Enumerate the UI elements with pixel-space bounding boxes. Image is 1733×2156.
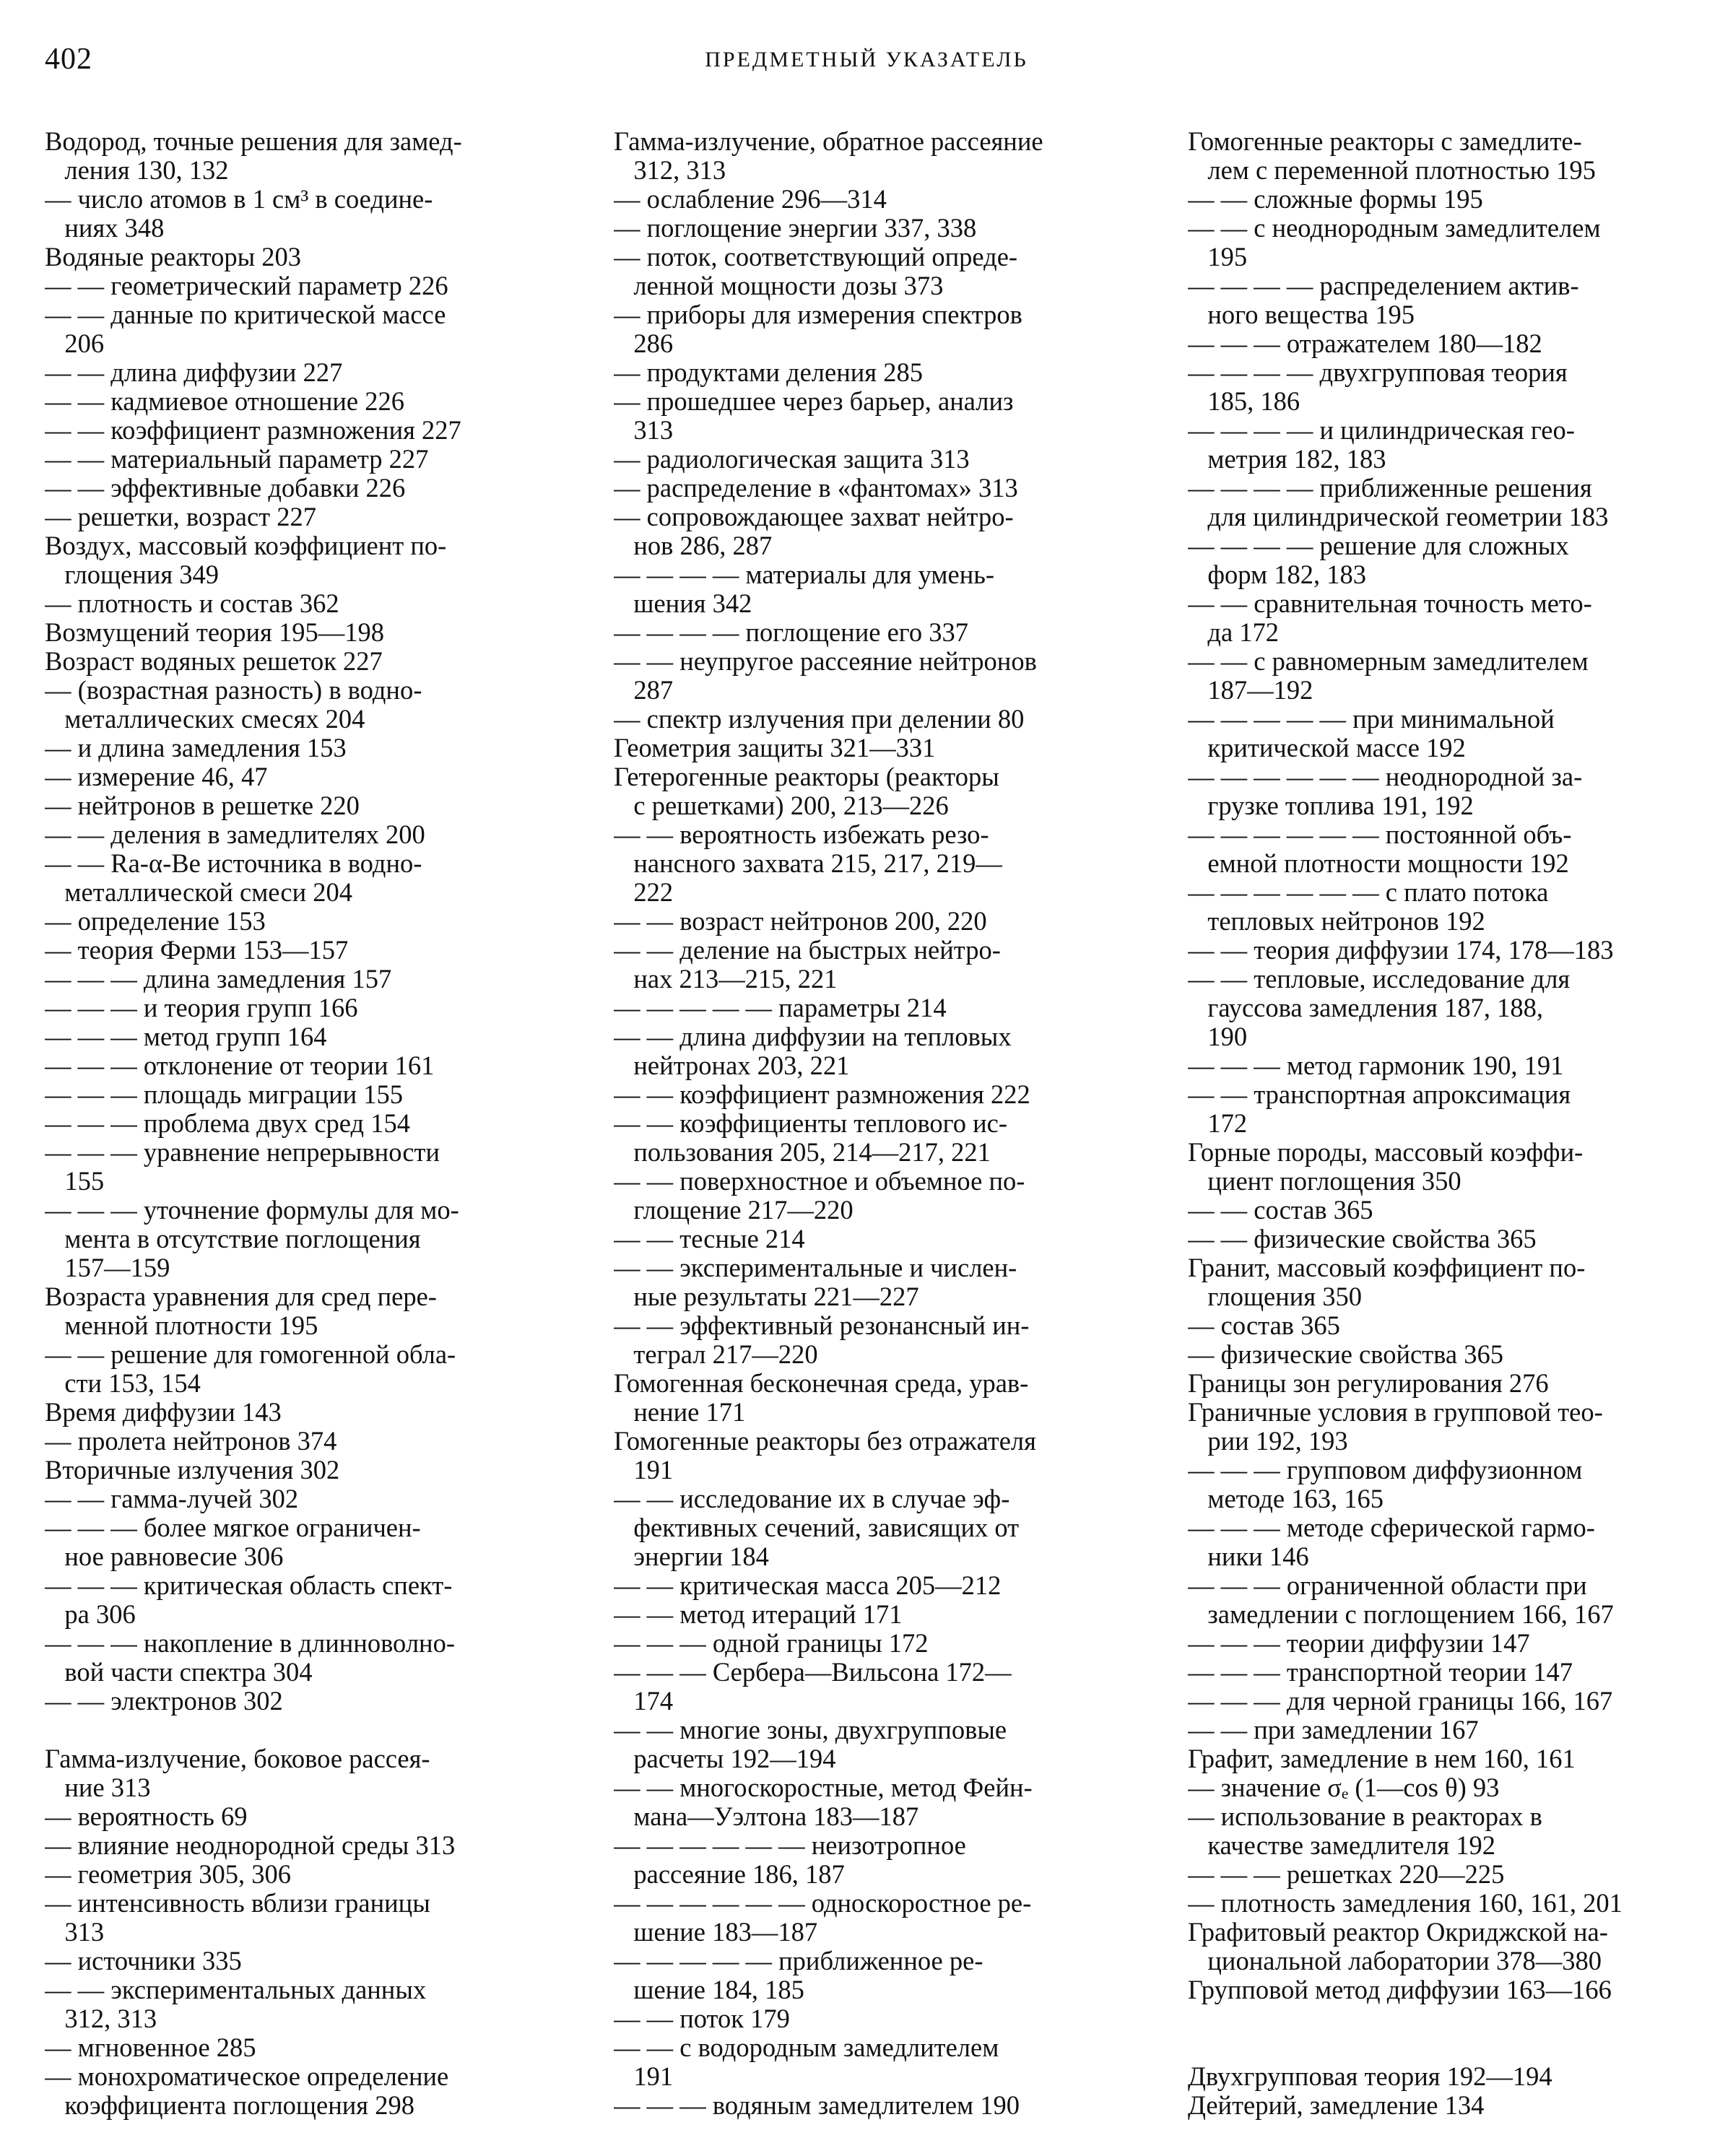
index-line: — — — площадь миграции 155 bbox=[45, 1080, 404, 1109]
index-line: — — — — — — неизотропное bbox=[614, 1831, 966, 1860]
index-line: — — — одной границы 172 bbox=[614, 1629, 929, 1658]
index-line: Возраст водяных решеток 227 bbox=[45, 647, 383, 676]
index-line: Гомогенные реакторы с замедлите- bbox=[1188, 127, 1582, 156]
index-line: 191 bbox=[614, 2062, 674, 2091]
index-line: сти 153, 154 bbox=[45, 1369, 201, 1398]
index-line: ного вещества 195 bbox=[1188, 300, 1415, 329]
index-line: — использование в реакторах в bbox=[1188, 1802, 1542, 1831]
index-line: пользования 205, 214—217, 221 bbox=[614, 1138, 991, 1167]
index-line: — — деления в замедлителях 200 bbox=[45, 820, 425, 849]
index-line: Гетерогенные реакторы (реакторы bbox=[614, 762, 999, 791]
index-line: — — при замедлении 167 bbox=[1188, 1716, 1479, 1744]
index-line: — — — — решение для сложных bbox=[1188, 531, 1569, 560]
index-line: Гомогенные реакторы без отражателя bbox=[614, 1427, 1036, 1456]
index-line: — нейтронов в решетке 220 bbox=[45, 791, 360, 820]
index-line: Водород, точные решения для замед- bbox=[45, 127, 462, 156]
index-line: ное равновесие 306 bbox=[45, 1542, 284, 1571]
index-line: форм 182, 183 bbox=[1188, 560, 1366, 589]
index-line: — источники 335 bbox=[45, 1947, 242, 1975]
index-line: 206 bbox=[45, 329, 105, 358]
index-line: лем с переменной плотностью 195 bbox=[1188, 156, 1596, 185]
index-line: — — длина диффузии на тепловых bbox=[614, 1022, 1012, 1051]
index-line: — — — для черной границы 166, 167 bbox=[1188, 1687, 1613, 1716]
index-line: — продуктами деления 285 bbox=[614, 358, 923, 387]
index-line: — прошедшее через барьер, анализ bbox=[614, 387, 1014, 416]
index-line: рассеяние 186, 187 bbox=[614, 1860, 845, 1889]
index-line: — — — — — приближенное ре- bbox=[614, 1947, 983, 1975]
index-line: — пролета нейтронов 374 bbox=[45, 1427, 337, 1456]
index-line: — — многоскоростные, метод Фейн- bbox=[614, 1773, 1033, 1802]
index-line: шение 184, 185 bbox=[614, 1975, 804, 2004]
index-line: — — — накопление в длинноволно- bbox=[45, 1629, 455, 1658]
index-line: — — деление на быстрых нейтро- bbox=[614, 936, 1001, 965]
index-line: — состав 365 bbox=[1188, 1311, 1340, 1340]
index-line: — мгновенное 285 bbox=[45, 2033, 256, 2062]
index-line: 190 bbox=[1188, 1022, 1248, 1051]
index-line: Графитовый реактор Окриджской на- bbox=[1188, 1918, 1608, 1947]
index-line: — — сложные формы 195 bbox=[1188, 185, 1483, 214]
index-line: Гранит, массовый коэффициент по- bbox=[1188, 1253, 1586, 1282]
index-line: — — — — двухгрупповая теория bbox=[1188, 358, 1568, 387]
index-line: — — коэффициенты теплового ис- bbox=[614, 1109, 1008, 1138]
index-line: — — — — поглощение его 337 bbox=[614, 618, 968, 647]
index-line: — монохроматическое определение bbox=[45, 2062, 449, 2091]
index-line: нейтронах 203, 221 bbox=[614, 1051, 850, 1080]
index-line: 287 bbox=[614, 676, 674, 705]
blank-line bbox=[1188, 2004, 1715, 2033]
index-line: 157—159 bbox=[45, 1253, 170, 1282]
index-line: — влияние неоднородной среды 313 bbox=[45, 1831, 456, 1860]
index-line: Водяные реакторы 203 bbox=[45, 243, 302, 271]
index-line: — определение 153 bbox=[45, 907, 266, 936]
index-line: Возраста уравнения для сред пере- bbox=[45, 1282, 437, 1311]
index-line: — спектр излучения при делении 80 bbox=[614, 705, 1025, 734]
index-line: Граничные условия в групповой тео- bbox=[1188, 1398, 1603, 1427]
index-line: глощения 350 bbox=[1188, 1282, 1362, 1311]
index-line: 313 bbox=[45, 1918, 105, 1947]
index-line: нение 171 bbox=[614, 1398, 746, 1427]
index-line: — — сравнительная точность мето- bbox=[1188, 589, 1592, 618]
index-line: — — электронов 302 bbox=[45, 1687, 283, 1716]
index-line: глощения 349 bbox=[45, 560, 219, 589]
index-line: — — коэффициент размножения 222 bbox=[614, 1080, 1030, 1109]
index-line: — — тепловые, исследование для bbox=[1188, 965, 1571, 994]
index-line: — число атомов в 1 см³ в соедине- bbox=[45, 185, 433, 214]
index-line: — теория Ферми 153—157 bbox=[45, 936, 349, 965]
index-line: нов 286, 287 bbox=[614, 531, 773, 560]
blank-line bbox=[45, 1716, 572, 1744]
index-line: — распределение в «фантомах» 313 bbox=[614, 474, 1018, 503]
index-line: — радиологическая защита 313 bbox=[614, 445, 970, 474]
index-line: Гамма-излучение, обратное рассеяние bbox=[614, 127, 1043, 156]
index-column-3 bbox=[1188, 127, 1715, 2120]
index-line: — плотность замедления 160, 161, 201 bbox=[1188, 1889, 1623, 1918]
index-line: — — — водяным замедлителем 190 bbox=[614, 2091, 1020, 2120]
index-line: Границы зон регулирования 276 bbox=[1188, 1369, 1549, 1398]
index-line: — — с равномерным замедлителем bbox=[1188, 647, 1589, 676]
index-line: ленной мощности дозы 373 bbox=[614, 271, 944, 300]
index-line: — — неупругое рассеяние нейтронов bbox=[614, 647, 1037, 676]
index-line: — — поток 179 bbox=[614, 2004, 790, 2033]
index-line: — — кадмиевое отношение 226 bbox=[45, 387, 404, 416]
index-line: — — — — приближенные решения bbox=[1188, 474, 1592, 503]
index-line: ники 146 bbox=[1188, 1542, 1309, 1571]
index-line: менной плотности 195 bbox=[45, 1311, 318, 1340]
index-line: ления 130, 132 bbox=[45, 156, 229, 185]
index-line: мента в отсутствие поглощения bbox=[45, 1225, 421, 1253]
index-line: фективных сечений, зависящих от bbox=[614, 1513, 1020, 1542]
index-line: — — коэффициент размножения 227 bbox=[45, 416, 461, 445]
index-line: мана—Уэлтона 183—187 bbox=[614, 1802, 919, 1831]
index-line: — — возраст нейтронов 200, 220 bbox=[614, 907, 987, 936]
index-line: емной плотности мощности 192 bbox=[1188, 849, 1569, 878]
index-line: — — — — — — постоянной объ- bbox=[1188, 820, 1572, 849]
index-line: Гомогенная бесконечная среда, урав- bbox=[614, 1369, 1029, 1398]
index-line: 172 bbox=[1188, 1109, 1248, 1138]
index-line: — — — Сербера—Вильсона 172— bbox=[614, 1658, 1012, 1687]
index-line: — — метод итераций 171 bbox=[614, 1600, 903, 1629]
index-line: — (возрастная разность) в водно- bbox=[45, 676, 422, 705]
index-line: методе 163, 165 bbox=[1188, 1485, 1384, 1513]
index-line: — и длина замедления 153 bbox=[45, 734, 347, 762]
index-line: шения 342 bbox=[614, 589, 752, 618]
index-line: — — Ra-α-Be источника в водно- bbox=[45, 849, 422, 878]
index-line: — измерение 46, 47 bbox=[45, 762, 268, 791]
index-line: качестве замедлителя 192 bbox=[1188, 1831, 1496, 1860]
index-line: 286 bbox=[614, 329, 674, 358]
index-line: 187—192 bbox=[1188, 676, 1313, 705]
index-line: метрия 182, 183 bbox=[1188, 445, 1386, 474]
blank-line bbox=[1188, 2033, 1715, 2062]
running-head: ПРЕДМЕТНЫЙ УКАЗАТЕЛЬ bbox=[705, 48, 1028, 71]
index-line: Геометрия защиты 321—331 bbox=[614, 734, 936, 762]
index-line: — — — методе сферической гармо- bbox=[1188, 1513, 1595, 1542]
index-line: — — — ограниченной области при bbox=[1188, 1571, 1587, 1600]
index-line: — — — — материалы для умень- bbox=[614, 560, 995, 589]
index-line: — — поверхностное и объемное по- bbox=[614, 1167, 1025, 1196]
index-line: — приборы для измерения спектров bbox=[614, 300, 1022, 329]
index-line: тепловых нейтронов 192 bbox=[1188, 907, 1485, 936]
index-line: вой части спектра 304 bbox=[45, 1658, 313, 1687]
index-line: — — — — — — неоднородной за- bbox=[1188, 762, 1583, 791]
index-line: — — — длина замедления 157 bbox=[45, 965, 392, 994]
index-line: — — транспортная апроксимация bbox=[1188, 1080, 1571, 1109]
index-line: циональной лаборатории 378—380 bbox=[1188, 1947, 1602, 1975]
index-line: — — эффективный резонансный ин- bbox=[614, 1311, 1030, 1340]
index-line: — физические свойства 365 bbox=[1188, 1340, 1503, 1369]
index-line: 185, 186 bbox=[1188, 387, 1300, 416]
index-line: — ослабление 296—314 bbox=[614, 185, 887, 214]
index-line: — — — групповом диффузионном bbox=[1188, 1456, 1583, 1485]
index-line: для цилиндрической геометрии 183 bbox=[1188, 503, 1609, 531]
index-line: — — эффективные добавки 226 bbox=[45, 474, 406, 503]
index-line: — — — более мягкое ограничен- bbox=[45, 1513, 421, 1542]
index-line: — — геометрический параметр 226 bbox=[45, 271, 448, 300]
index-line: 312, 313 bbox=[45, 2004, 157, 2033]
index-line: — — — критическая область спект- bbox=[45, 1571, 453, 1600]
index-line: Горные породы, массовый коэффи- bbox=[1188, 1138, 1584, 1167]
index-line: металлических смесях 204 bbox=[45, 705, 365, 734]
index-line: — — — отклонение от теории 161 bbox=[45, 1051, 435, 1080]
index-line: — сопровождающее захват нейтро- bbox=[614, 503, 1014, 531]
index-line: Вторичные излучения 302 bbox=[45, 1456, 340, 1485]
index-line: — — состав 365 bbox=[1188, 1196, 1373, 1225]
index-line: — геометрия 305, 306 bbox=[45, 1860, 292, 1889]
index-line: шение 183—187 bbox=[614, 1918, 818, 1947]
index-line: — — тесные 214 bbox=[614, 1225, 805, 1253]
index-column-2 bbox=[614, 127, 1141, 2120]
index-line: — интенсивность вблизи границы bbox=[45, 1889, 430, 1918]
index-line: расчеты 192—194 bbox=[614, 1744, 836, 1773]
index-line: — — — решетках 220—225 bbox=[1188, 1860, 1505, 1889]
index-line: да 172 bbox=[1188, 618, 1280, 647]
index-line: — — — — — при минимальной bbox=[1188, 705, 1555, 734]
index-line: 191 bbox=[614, 1456, 674, 1485]
index-line: — — — — — параметры 214 bbox=[614, 994, 947, 1022]
index-line: — — решение для гомогенной обла- bbox=[45, 1340, 456, 1369]
index-line: нансного захвата 215, 217, 219— bbox=[614, 849, 1002, 878]
index-line: 174 bbox=[614, 1687, 674, 1716]
index-line: глощение 217—220 bbox=[614, 1196, 854, 1225]
index-line: Дейтерий, замедление 134 bbox=[1188, 2091, 1485, 2120]
index-line: рии 192, 193 bbox=[1188, 1427, 1348, 1456]
index-line: замедлении с поглощением 166, 167 bbox=[1188, 1600, 1614, 1629]
index-line: — — вероятность избежать резо- bbox=[614, 820, 989, 849]
index-line: — — с неоднородным замедлителем bbox=[1188, 214, 1601, 243]
index-line: — значение σₑ (1—cos θ) 93 bbox=[1188, 1773, 1500, 1802]
index-line: с решетками) 200, 213—226 bbox=[614, 791, 949, 820]
index-line: — — — отражателем 180—182 bbox=[1188, 329, 1542, 358]
index-line: — — — проблема двух сред 154 bbox=[45, 1109, 410, 1138]
index-line: циент поглощения 350 bbox=[1188, 1167, 1461, 1196]
index-line: — — материальный параметр 227 bbox=[45, 445, 429, 474]
index-line: 313 bbox=[614, 416, 674, 445]
index-line: — — теория диффузии 174, 178—183 bbox=[1188, 936, 1614, 965]
index-line: — — — — распределением актив- bbox=[1188, 271, 1579, 300]
index-line: — — — и теория групп 166 bbox=[45, 994, 358, 1022]
index-line: — решетки, возраст 227 bbox=[45, 503, 316, 531]
index-line: Воздух, массовый коэффициент по- bbox=[45, 531, 447, 560]
index-line: — — — уравнение непрерывности bbox=[45, 1138, 440, 1167]
index-line: нах 213—215, 221 bbox=[614, 965, 838, 994]
index-line: — — физические свойства 365 bbox=[1188, 1225, 1537, 1253]
index-line: — — — уточнение формулы для мо- bbox=[45, 1196, 459, 1225]
index-line: грузке топлива 191, 192 bbox=[1188, 791, 1474, 820]
index-line: Возмущений теория 195—198 bbox=[45, 618, 384, 647]
index-line: — — — — и цилиндрическая гео- bbox=[1188, 416, 1575, 445]
index-line: — вероятность 69 bbox=[45, 1802, 248, 1831]
index-line: — — — транспортной теории 147 bbox=[1188, 1658, 1573, 1687]
index-line: — плотность и состав 362 bbox=[45, 589, 339, 618]
index-line: — — гамма-лучей 302 bbox=[45, 1485, 299, 1513]
index-line: — — — метод гармоник 190, 191 bbox=[1188, 1051, 1564, 1080]
index-line: Графит, замедление в нем 160, 161 bbox=[1188, 1744, 1576, 1773]
page-number: 402 bbox=[45, 43, 92, 76]
index-line: ниях 348 bbox=[45, 214, 165, 243]
index-line: — — — теории диффузии 147 bbox=[1188, 1629, 1530, 1658]
index-line: — — исследование их в случае эф- bbox=[614, 1485, 1010, 1513]
index-line: ние 313 bbox=[45, 1773, 151, 1802]
index-line: 195 bbox=[1188, 243, 1248, 271]
index-line: металлической смеси 204 bbox=[45, 878, 353, 907]
index-line: теграл 217—220 bbox=[614, 1340, 818, 1369]
index-line: — — экспериментальных данных bbox=[45, 1975, 427, 2004]
index-line: ные результаты 221—227 bbox=[614, 1282, 919, 1311]
index-line: — — данные по критической массе bbox=[45, 300, 446, 329]
index-line: — — — — — — с плато потока bbox=[1188, 878, 1549, 907]
index-line: Время диффузии 143 bbox=[45, 1398, 282, 1427]
index-line: 222 bbox=[614, 878, 674, 907]
index-line: — поток, соответствующий опреде- bbox=[614, 243, 1018, 271]
index-line: гауссова замедления 187, 188, bbox=[1188, 994, 1543, 1022]
index-line: Групповой метод диффузии 163—166 bbox=[1188, 1975, 1612, 2004]
index-line: энергии 184 bbox=[614, 1542, 769, 1571]
index-line: — — длина диффузии 227 bbox=[45, 358, 343, 387]
index-line: критической массе 192 bbox=[1188, 734, 1466, 762]
index-line: Гамма-излучение, боковое рассея- bbox=[45, 1744, 430, 1773]
index-line: — — экспериментальные и числен- bbox=[614, 1253, 1017, 1282]
index-line: — — с водородным замедлителем bbox=[614, 2033, 999, 2062]
index-line: 312, 313 bbox=[614, 156, 726, 185]
index-line: — — — метод групп 164 bbox=[45, 1022, 327, 1051]
index-line: — — критическая масса 205—212 bbox=[614, 1571, 1002, 1600]
index-line: — поглощение энергии 337, 338 bbox=[614, 214, 977, 243]
index-line: ра 306 bbox=[45, 1600, 136, 1629]
index-line: коэффициента поглощения 298 bbox=[45, 2091, 414, 2120]
index-line: — — многие зоны, двухгрупповые bbox=[614, 1716, 1007, 1744]
index-column-1 bbox=[45, 127, 572, 2120]
index-line: Двухгрупповая теория 192—194 bbox=[1188, 2062, 1552, 2091]
index-line: — — — — — — односкоростное ре- bbox=[614, 1889, 1032, 1918]
index-line: 155 bbox=[45, 1167, 105, 1196]
